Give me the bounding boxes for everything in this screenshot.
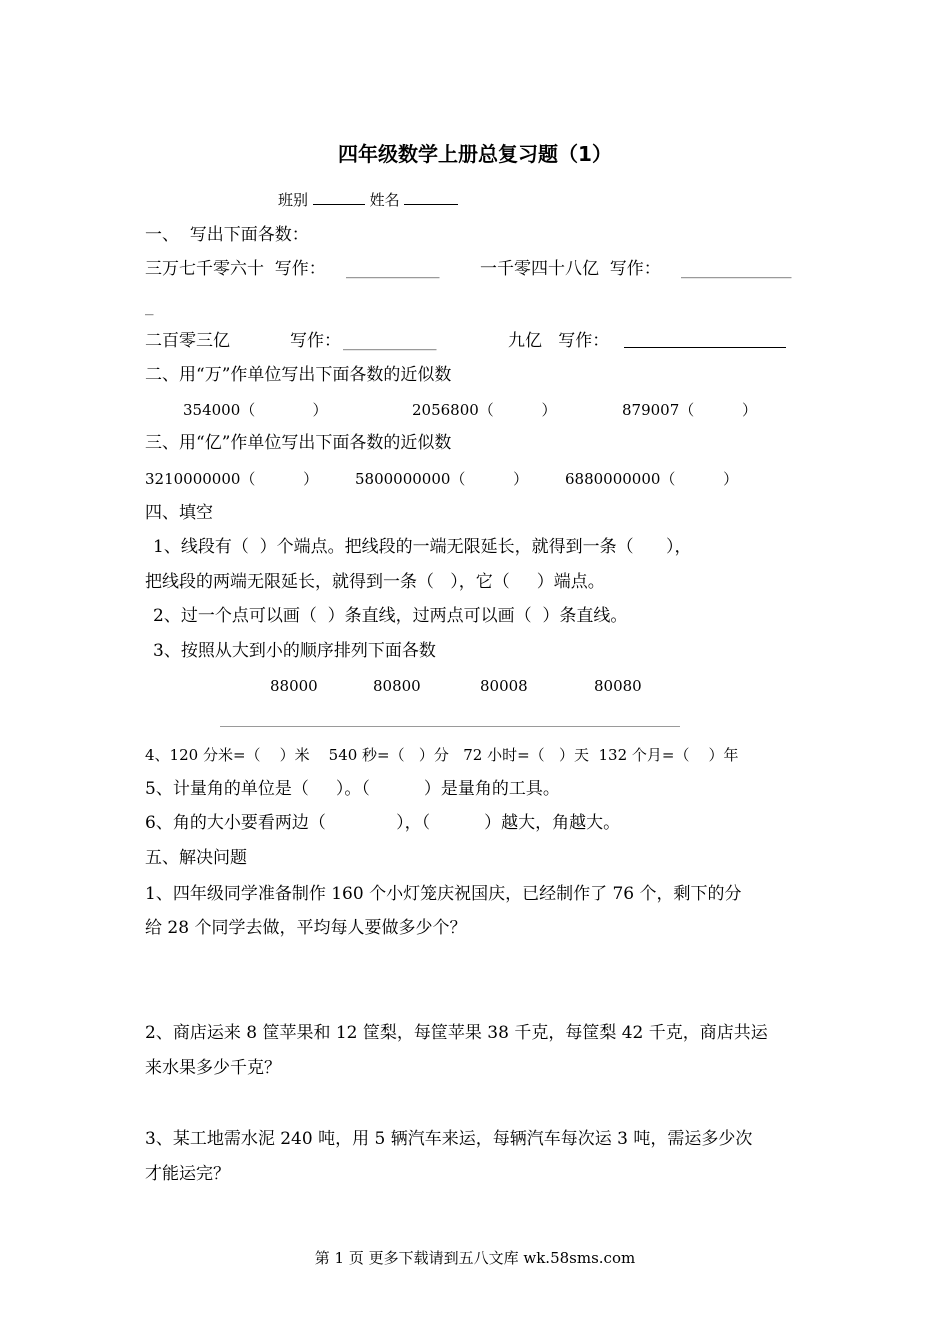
s4-q1-line2: 把线段的两端无限延长，就得到一条（ ），它（ ）端点。: [145, 572, 605, 592]
class-blank[interactable]: [313, 190, 365, 205]
s4-q3-number-1: 88000: [270, 677, 318, 695]
s2-item-3: 879007（ ）: [622, 401, 757, 419]
s1-item-c-write: 写作：: [290, 331, 341, 351]
s5-p3-line2: 才能运完？: [145, 1164, 230, 1184]
s4-q2: 2、过一个点可以画（ ）条直线，过两点可以画（ ）条直线。: [153, 606, 628, 626]
page-title: 四年级数学上册总复习题（1）: [338, 142, 612, 166]
s4-q4: 4、120 分米=（ ）米 540 秒=（ ）分 72 小时=（ ）天 132 个月=（ ）年: [145, 746, 739, 764]
s4-q3-number-4: 80080: [594, 677, 642, 695]
s4-q6: 6、角的大小要看两边（ ），（ ）越大，角越大。: [145, 813, 621, 833]
s1-item-b: 一千零四十八亿 写作：: [480, 259, 661, 279]
s4-q3: 3、按照从大到小的顺序排列下面各数: [153, 641, 436, 661]
s4-q3-number-2: 80800: [373, 677, 421, 695]
s5-p1-line2: 给 28 个同学去做，平均每人要做多少个？: [145, 918, 467, 938]
s1-item-b-blank[interactable]: _____________: [681, 259, 792, 279]
s1-item-a-blank[interactable]: ___________: [346, 259, 440, 279]
s3-item-2: 5800000000（ ）: [355, 470, 529, 488]
s3-item-3: 6880000000（ ）: [565, 470, 739, 488]
student-info: [278, 190, 458, 210]
name-blank[interactable]: [404, 190, 458, 205]
s2-item-2: 2056800（ ）: [412, 401, 557, 419]
section-5-heading: 五、解决问题: [145, 848, 247, 868]
name-label: 姓名: [369, 191, 400, 209]
class-label: 班别: [278, 191, 309, 209]
s1-item-c-blank[interactable]: ___________: [343, 331, 437, 351]
s1-item-d: 九亿 写作：: [508, 331, 610, 351]
s5-p1-line1: 1、四年级同学准备制作 160 个小灯笼庆祝国庆，已经制作了 76 个，剩下的分: [145, 884, 742, 904]
s1-item-b-blank-cont: _: [145, 296, 154, 316]
s3-item-1: 3210000000（ ）: [145, 470, 319, 488]
s5-p3-line1: 3、某工地需水泥 240 吨，用 5 辆汽车来运，每辆汽车每次运 3 吨，需运多少次: [145, 1129, 753, 1149]
s1-item-a: 三万七千零六十 写作：: [145, 259, 326, 279]
s5-p2-line2: 来水果多少千克？: [145, 1058, 281, 1078]
s1-item-c: 二百零三亿: [145, 331, 230, 351]
page-footer: 第 1 页 更多下载请到五八文库 wk.58sms.com: [314, 1249, 636, 1267]
section-2-heading: 二、用“万”作单位写出下面各数的近似数: [145, 365, 452, 385]
s4-q3-answer-line[interactable]: [220, 726, 680, 727]
section-1-heading: 一、 写出下面各数：: [145, 225, 309, 245]
s5-p2-line1: 2、商店运来 8 筐苹果和 12 筐梨，每筐苹果 38 千克，每筐梨 42 千克，商店共运: [145, 1023, 768, 1043]
s2-item-1: 354000（ ）: [183, 401, 328, 419]
s1-item-d-blank[interactable]: [624, 333, 786, 348]
s4-q1-line1: 1、线段有（ ）个端点。把线段的一端无限延长，就得到一条（ ），: [153, 537, 692, 557]
s4-q3-number-3: 80008: [480, 677, 528, 695]
s4-q5: 5、计量角的单位是（ ）。（ ）是量角的工具。: [145, 779, 560, 799]
section-3-heading: 三、用“亿”作单位写出下面各数的近似数: [145, 433, 452, 453]
section-4-heading: 四、填空: [145, 503, 213, 523]
